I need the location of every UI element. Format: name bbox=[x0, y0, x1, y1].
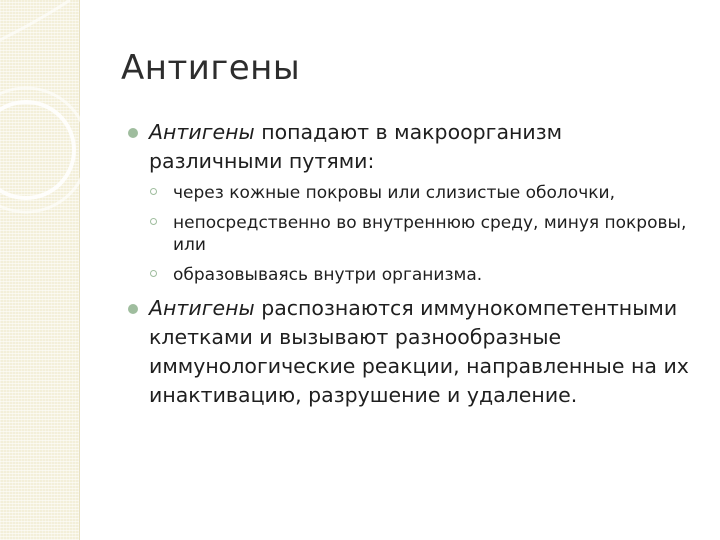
sub-bullet-ring-icon bbox=[150, 188, 157, 195]
bullet-item bbox=[128, 294, 698, 410]
slide-title: Антигены bbox=[121, 48, 301, 88]
sub-item bbox=[149, 182, 698, 204]
bullet-lead-term: Антигены bbox=[149, 296, 255, 320]
sub-bullet-ring-icon bbox=[150, 218, 157, 225]
sub-item-text: через кожные покровы или слизистые оболочки, bbox=[173, 183, 615, 203]
sub-list bbox=[128, 182, 698, 286]
slide-content bbox=[128, 118, 698, 414]
sub-item-text: образовываясь внутри организма. bbox=[173, 265, 483, 285]
bullet-item bbox=[128, 118, 698, 176]
side-band-edge bbox=[79, 0, 80, 540]
bullet-dot-icon bbox=[128, 128, 138, 138]
decorative-side-band bbox=[0, 0, 79, 540]
bullet-dot-icon bbox=[128, 304, 138, 314]
sub-item-text: непосредственно во внутреннюю среду, минуя покровы, или bbox=[173, 213, 687, 255]
bullet-text: попадают в макроорганизм различными путями: bbox=[149, 120, 563, 173]
bullet-lead-term: Антигены bbox=[149, 120, 255, 144]
bullet-text: распознаются иммунокомпетентными клетками и вызывают разнообразные иммунологические реакции, направленные на их инактивацию, разрушение и удаление. bbox=[149, 296, 689, 407]
sub-item bbox=[149, 264, 698, 286]
sub-item bbox=[149, 212, 698, 256]
sub-bullet-ring-icon bbox=[150, 270, 157, 277]
